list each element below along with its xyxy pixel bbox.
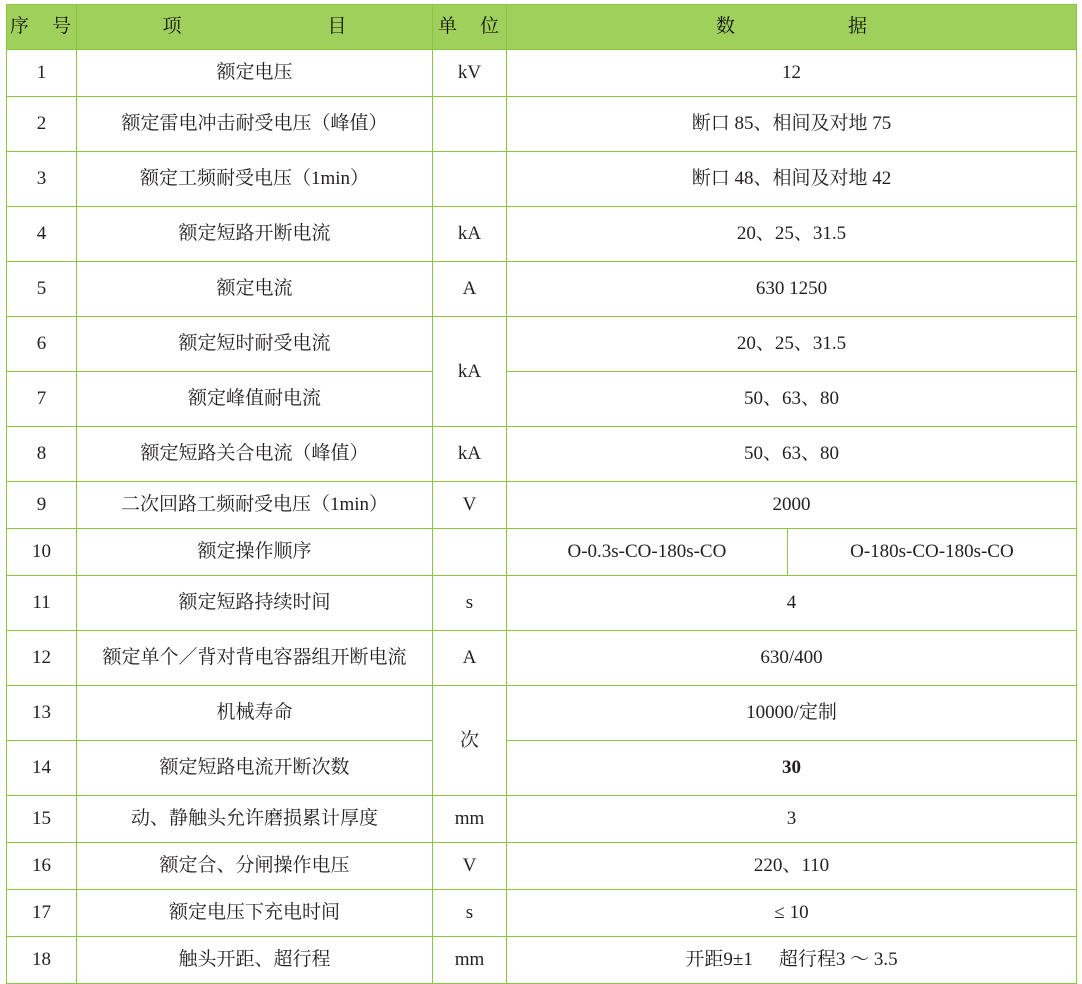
row-data: 3 [507,796,1077,843]
row-data: 630 1250 [507,262,1077,317]
table-row [7,317,1077,372]
row-data-b: 超行程3 ～ 3.5 [778,949,898,971]
table-row [7,50,1077,97]
row-item: 额定短路关合电流（峰值） [77,427,433,482]
row-data [507,937,1077,984]
row-item: 额定峰值耐电流 [77,372,433,427]
row-item: 额定工频耐受电压（1min） [77,152,433,207]
table-row [7,427,1077,482]
row-data: 2000 [507,482,1077,529]
row-item: 二次回路工频耐受电压（1min） [77,482,433,529]
row-unit: mm [433,796,507,843]
row-unit: A [433,631,507,686]
row-item: 额定操作顺序 [77,529,433,576]
row-no: 1 [7,50,77,97]
row-unit [433,529,507,576]
table-row [7,631,1077,686]
row-no: 17 [7,890,77,937]
row-no: 3 [7,152,77,207]
row-no: 15 [7,796,77,843]
row-no: 6 [7,317,77,372]
table-row [7,529,1077,576]
row-unit: s [433,576,507,631]
row-data: 20、25、31.5 [507,317,1077,372]
row-data-left: O-0.3s-CO-180s-CO [507,529,787,575]
row-data: 断口 48、相间及对地 42 [507,152,1077,207]
header-unit: 单 位 [433,5,507,50]
table-row [7,97,1077,152]
row-no: 18 [7,937,77,984]
row-no: 11 [7,576,77,631]
row-unit: V [433,482,507,529]
row-no: 5 [7,262,77,317]
header-item: 项 目 [77,5,433,50]
row-unit: kA [433,317,507,427]
row-item: 额定电压 [77,50,433,97]
row-item: 额定短路开断电流 [77,207,433,262]
row-data-a: 开距9±1 [685,949,753,971]
row-no: 14 [7,741,77,796]
specification-table [6,4,1077,984]
row-no: 8 [7,427,77,482]
table-row [7,796,1077,843]
row-data: 50、63、80 [507,372,1077,427]
row-unit: s [433,890,507,937]
row-data: ≤ 10 [507,890,1077,937]
table-row [7,262,1077,317]
row-unit [433,97,507,152]
row-no: 13 [7,686,77,741]
row-data: 630/400 [507,631,1077,686]
row-data: 30 [507,741,1077,796]
row-data: 50、63、80 [507,427,1077,482]
row-data: 10000/定制 [507,686,1077,741]
row-no: 7 [7,372,77,427]
table-row [7,843,1077,890]
row-no: 10 [7,529,77,576]
row-unit: kV [433,50,507,97]
row-unit: A [433,262,507,317]
row-data: 断口 85、相间及对地 75 [507,97,1077,152]
row-no: 9 [7,482,77,529]
row-item: 动、静触头允许磨损累计厚度 [77,796,433,843]
table-header-row [7,5,1077,50]
row-unit: mm [433,937,507,984]
row-unit [433,152,507,207]
row-no: 12 [7,631,77,686]
table-row [7,482,1077,529]
row-data-right: O-180s-CO-180s-CO [787,529,1076,575]
row-data: 220、110 [507,843,1077,890]
row-item: 额定雷电冲击耐受电压（峰值） [77,97,433,152]
table-row [7,152,1077,207]
row-no: 16 [7,843,77,890]
header-data: 数 据 [507,5,1077,50]
row-unit: V [433,843,507,890]
table-row [7,576,1077,631]
row-item: 额定短时耐受电流 [77,317,433,372]
row-item: 触头开距、超行程 [77,937,433,984]
table-row [7,890,1077,937]
row-unit: kA [433,207,507,262]
row-item: 额定短路电流开断次数 [77,741,433,796]
table-row [7,372,1077,427]
row-item: 额定电流 [77,262,433,317]
row-data: 20、25、31.5 [507,207,1077,262]
row-no: 4 [7,207,77,262]
row-unit: kA [433,427,507,482]
table-row [7,741,1077,796]
row-no: 2 [7,97,77,152]
table-row [7,207,1077,262]
header-no: 序 号 [7,5,77,50]
row-unit: 次 [433,686,507,796]
table-row [7,686,1077,741]
row-item: 额定单个／背对背电容器组开断电流 [77,631,433,686]
table-row [7,937,1077,984]
row-item: 机械寿命 [77,686,433,741]
row-item: 额定电压下充电时间 [77,890,433,937]
row-item: 额定合、分闸操作电压 [77,843,433,890]
row-item: 额定短路持续时间 [77,576,433,631]
row-data: 4 [507,576,1077,631]
row-data: 12 [507,50,1077,97]
row-data-split [507,529,1077,576]
